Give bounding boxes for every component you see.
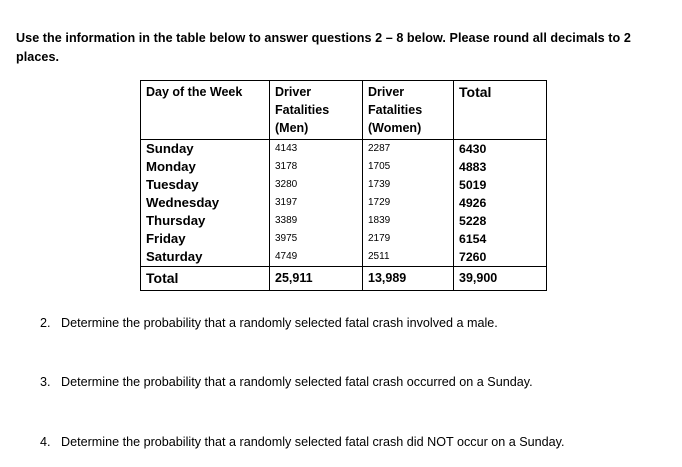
day-cell: Sunday bbox=[141, 140, 270, 159]
women-cell: 2179 bbox=[363, 230, 454, 248]
day-cell: Friday bbox=[141, 230, 270, 248]
women-cell: 1705 bbox=[363, 158, 454, 176]
total-cell: 7260 bbox=[454, 248, 547, 267]
men-cell: 4749 bbox=[270, 248, 363, 267]
women-cell: 1839 bbox=[363, 212, 454, 230]
table-row bbox=[141, 158, 547, 176]
table-row bbox=[141, 140, 547, 159]
header-women-fatalities: Driver Fatalities (Women) bbox=[363, 81, 454, 140]
instructions-line-1: Use the information in the table below to answer questions 2 – 8 below. Please round all decimals to 2 bbox=[16, 31, 631, 45]
men-cell: 4143 bbox=[270, 140, 363, 159]
women-cell: 1729 bbox=[363, 194, 454, 212]
table-row bbox=[141, 248, 547, 267]
total-label: Total bbox=[141, 267, 270, 291]
total-cell: 4926 bbox=[454, 194, 547, 212]
question-text: Determine the probability that a randomly selected fatal crash did NOT occur on a Sunday. bbox=[61, 435, 565, 449]
table-row bbox=[141, 176, 547, 194]
day-cell: Saturday bbox=[141, 248, 270, 267]
header-men-fatalities: Driver Fatalities (Men) bbox=[270, 81, 363, 140]
fatalities-table bbox=[140, 80, 547, 291]
table-header-row bbox=[141, 81, 547, 140]
women-cell: 2511 bbox=[363, 248, 454, 267]
table-row bbox=[141, 212, 547, 230]
total-cell: 6154 bbox=[454, 230, 547, 248]
instructions-line-2: places. bbox=[16, 50, 60, 64]
day-cell: Monday bbox=[141, 158, 270, 176]
total-cell: 4883 bbox=[454, 158, 547, 176]
instructions bbox=[16, 29, 676, 67]
question-2 bbox=[40, 315, 498, 331]
men-total: 25,911 bbox=[270, 267, 363, 291]
question-number: 4. bbox=[40, 435, 51, 449]
day-cell: Tuesday bbox=[141, 176, 270, 194]
question-number: 2. bbox=[40, 316, 51, 330]
total-cell: 5019 bbox=[454, 176, 547, 194]
men-cell: 3389 bbox=[270, 212, 363, 230]
women-total: 13,989 bbox=[363, 267, 454, 291]
table-row bbox=[141, 230, 547, 248]
question-text: Determine the probability that a randomly selected fatal crash occurred on a Sunday. bbox=[61, 375, 533, 389]
men-cell: 3280 bbox=[270, 176, 363, 194]
women-cell: 1739 bbox=[363, 176, 454, 194]
question-text: Determine the probability that a randomly selected fatal crash involved a male. bbox=[61, 316, 498, 330]
header-total: Total bbox=[454, 81, 547, 140]
header-day-of-week: Day of the Week bbox=[141, 81, 270, 140]
men-cell: 3975 bbox=[270, 230, 363, 248]
men-cell: 3197 bbox=[270, 194, 363, 212]
day-cell: Wednesday bbox=[141, 194, 270, 212]
table-total-row bbox=[141, 267, 547, 291]
men-cell: 3178 bbox=[270, 158, 363, 176]
grand-total: 39,900 bbox=[454, 267, 547, 291]
question-4 bbox=[40, 434, 565, 450]
table-row bbox=[141, 194, 547, 212]
total-cell: 6430 bbox=[454, 140, 547, 159]
day-cell: Thursday bbox=[141, 212, 270, 230]
total-cell: 5228 bbox=[454, 212, 547, 230]
women-cell: 2287 bbox=[363, 140, 454, 159]
question-number: 3. bbox=[40, 375, 51, 389]
question-3 bbox=[40, 374, 533, 390]
